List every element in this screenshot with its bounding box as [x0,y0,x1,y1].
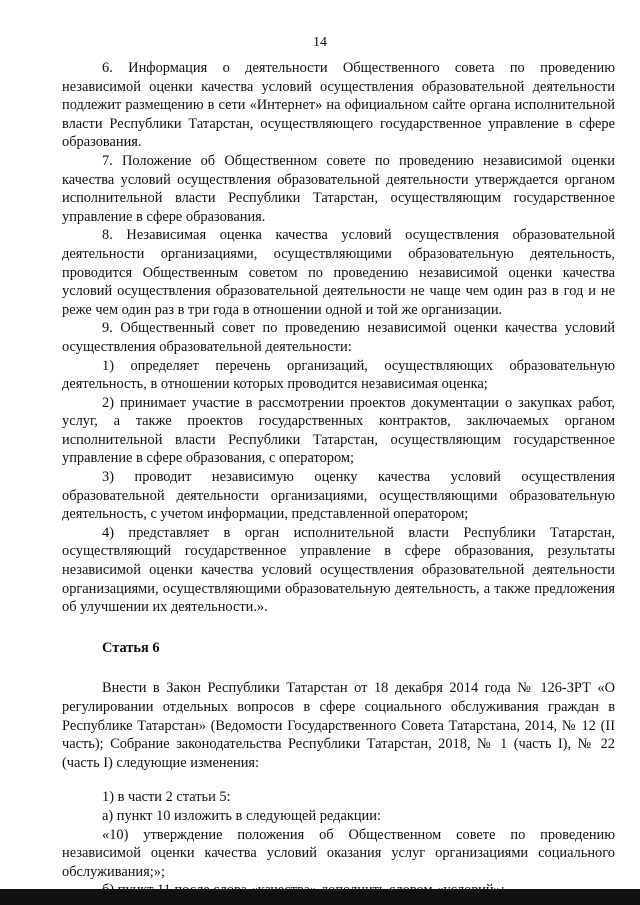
spacer [62,617,615,639]
paragraph-7: 7. Положение об Общественном совете по проведению независимой оценки качества условий осуществления образовательной деятельности утверждается органом исполнительной власти Республики Татарстан, осуществляющим государственное управление в сфере образования. [62,152,615,225]
page-number: 14 [313,35,327,50]
paragraph-9-item-2: 2) принимает участие в рассмотрении проектов документации о закупках работ, услуг, а также проектов государственных контрактов, заключаемых органом исполнительной власти Республики Татарстан, осуществляющим государственное управление в сфере образования, с оператором; [62,394,615,467]
paragraph-9-item-4: 4) представляет в орган исполнительной власти Республики Татарстан, осуществляющий государственное управление в сфере образования, результаты независимой оценки качества условий осуществления образовательной деятельности организациями, осуществляющими образовательную деятельность, а также предложения об улучшении их деятельности.». [62,524,615,616]
spacer [62,657,615,679]
document-body [62,59,615,900]
paragraph-9-item-1: 1) определяет перечень организаций, осуществляющих образовательную деятельность, в отношении которых проводится независимая оценка; [62,357,615,393]
scan-bottom-edge [0,889,640,905]
change-subitem-a: а) пункт 10 изложить в следующей редакции: [102,807,381,824]
change-subitem-a-text: «10) утверждение положения об Общественном совете по проведению независимой оценки качества условий оказания услуг организациями социального обслуживания;»; [62,826,615,880]
change-item-1: 1) в части 2 статьи 5: [102,789,231,806]
spacer [62,772,615,788]
paragraph-8: 8. Независимая оценка качества условий осуществления образовательной деятельности организациями, осуществляющими образовательную деятельность, проводится Общественным советом по проведению независимой оценки качества условий осуществления образовательной деятельности не чаще чем один раз в год и не реже чем один раз в три года в отношении одной и той же организации. [62,227,615,318]
article-heading: Статья 6 [102,639,160,656]
paragraph-9-item-3: 3) проводит независимую оценку качества условий осуществления образовательной деятельности организациями, осуществляющими образовательную деятельность, с учетом информации, представленной оператором; [62,469,615,523]
paragraph-6: 6. Информация о деятельности Общественного совета по проведению независимой оценки качества условий осуществления образовательной деятельности подлежит размещению в сети «Интернет» на официальном сайте органа исполнительной власти Республики Татарстан, осуществляющего государственное управление в сфере образования. [62,60,615,151]
paragraph-9: 9. Общественный совет по проведению независимой оценки качества условий осуществления образовательной деятельности: [62,320,615,355]
article-intro: Внести в Закон Республики Татарстан от 18 декабря 2014 года № 126-ЗРТ «О регулировании отдельных вопросов в сфере социального обслуживания граждан в Республике Татарстан» (Ведомости Государственного Совета Татарстана, 2014, № 12 (II часть); Собрание законодательства Республики Татарстан, 2018, № 1 (часть I), № 22 (часть I) следующие изменения: [62,680,615,771]
